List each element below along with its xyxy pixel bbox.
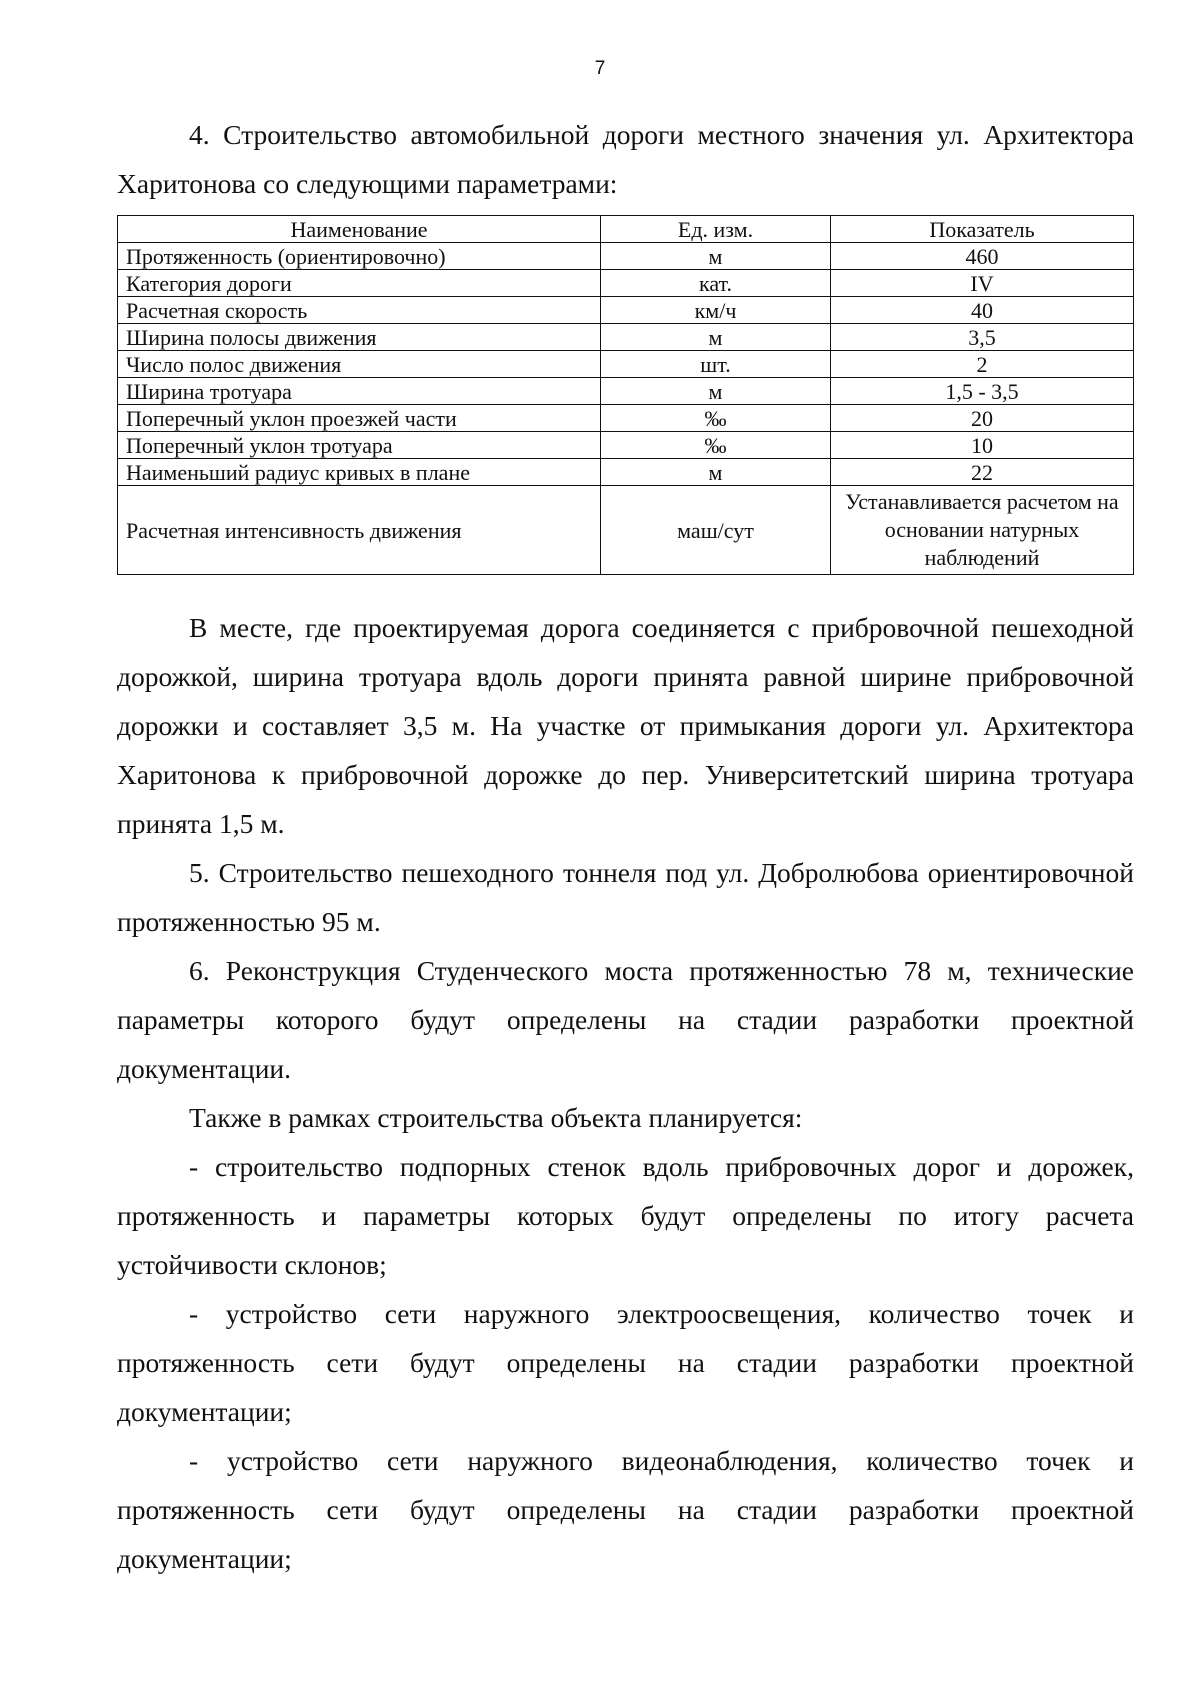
cell-name: Протяженность (ориентировочно) [118, 243, 601, 270]
cell-name: Число полос движения [118, 351, 601, 378]
cell-unit: ‰ [601, 405, 831, 432]
table-row [118, 324, 1134, 351]
paragraph-street-lighting: - устройство сети наружного электроосвещения, количество точек и протяженность сети будут определены на стадии разработки проектной документации; [117, 1298, 1134, 1427]
page-number: 7 [594, 58, 606, 79]
cell-value: 20 [831, 405, 1134, 432]
cell-value: 40 [831, 297, 1134, 324]
cell-unit: км/ч [601, 297, 831, 324]
paragraph-pedestrian-tunnel: 5. Строительство пешеходного тоннеля под ул. Добролюбова ориентировочной протяженностью 95 м. [117, 857, 1134, 937]
header-unit: Ед. изм. [601, 216, 831, 243]
table-row [118, 459, 1134, 486]
table-row [118, 270, 1134, 297]
cell-unit: шт. [601, 351, 831, 378]
cell-value: 10 [831, 432, 1134, 459]
cell-name: Расчетная интенсивность движения [118, 486, 601, 575]
header-name: Наименование [118, 216, 601, 243]
cell-value: 2 [831, 351, 1134, 378]
cell-value: 3,5 [831, 324, 1134, 351]
table-row [118, 378, 1134, 405]
table-row [118, 243, 1134, 270]
paragraph-retaining-walls: - строительство подпорных стенок вдоль прибровочных дорог и дорожек, протяженность и параметры которых будут определены по итогу расчета устойчивости склонов; [117, 1151, 1134, 1280]
table-row [118, 486, 1134, 575]
table-row [118, 351, 1134, 378]
cell-value: 460 [831, 243, 1134, 270]
cell-value: IV [831, 270, 1134, 297]
paragraph-sidewalk-width: В месте, где проектируемая дорога соединяется с прибровочной пешеходной дорожкой, ширина тротуара вдоль дороги принята равной ширине прибровочной дорожки и составляет 3,5 м. На участке от примыкания дороги ул. Архитектора Харитонова к прибровочной дорожке до пер. Университетский ширина тротуара принята 1,5 м. [117, 612, 1134, 839]
paragraph-bridge-reconstruction: 6. Реконструкция Студенческого моста протяженностью 78 м, технические параметры которого будут определены на стадии разработки проектной документации. [117, 955, 1134, 1084]
page-content [117, 110, 1134, 1583]
cell-unit: ‰ [601, 432, 831, 459]
intro-paragraph: 4. Строительство автомобильной дороги местного значения ул. Архитектора Харитонова со следующими параметрами: [117, 119, 1134, 199]
cell-unit: м [601, 378, 831, 405]
table-row [118, 405, 1134, 432]
cell-name: Ширина тротуара [118, 378, 601, 405]
cell-name: Ширина полосы движения [118, 324, 601, 351]
paragraph-video-surveillance: - устройство сети наружного видеонаблюдения, количество точек и протяженность сети будут определены на стадии разработки проектной документации; [117, 1445, 1134, 1574]
paragraph-also-planned: Также в рамках строительства объекта планируется: [189, 1102, 803, 1133]
cell-name: Категория дороги [118, 270, 601, 297]
road-parameters-table [117, 215, 1134, 575]
cell-value: 1,5 - 3,5 [831, 378, 1134, 405]
cell-unit: м [601, 459, 831, 486]
cell-unit: кат. [601, 270, 831, 297]
cell-unit: маш/сут [601, 486, 831, 575]
header-value: Показатель [831, 216, 1134, 243]
cell-unit: м [601, 243, 831, 270]
cell-unit: м [601, 324, 831, 351]
cell-name: Поперечный уклон тротуара [118, 432, 601, 459]
table-header-row [118, 216, 1134, 243]
cell-name: Наименьший радиус кривых в плане [118, 459, 601, 486]
table-row [118, 432, 1134, 459]
cell-name: Поперечный уклон проезжей части [118, 405, 601, 432]
cell-name: Расчетная скорость [118, 297, 601, 324]
cell-value: Устанавливается расчетом на основании натурных наблюдений [831, 486, 1134, 575]
table-row [118, 297, 1134, 324]
cell-value: 22 [831, 459, 1134, 486]
